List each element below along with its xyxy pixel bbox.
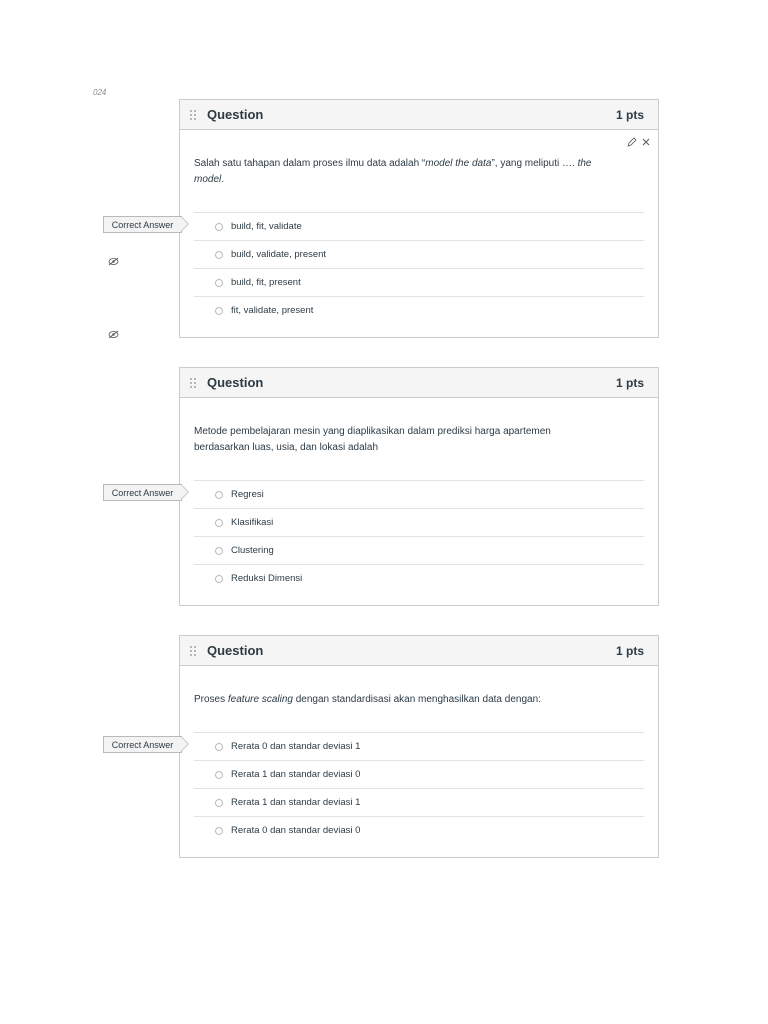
- question-title: Question: [207, 375, 264, 390]
- question-header: [180, 100, 658, 130]
- correct-answer-tag: Correct Answer: [103, 484, 182, 501]
- question-title: Question: [207, 107, 264, 122]
- question-card-3: [179, 635, 659, 858]
- answer-label: build, validate, present: [231, 249, 327, 260]
- radio-button[interactable]: [215, 547, 223, 555]
- answer-option[interactable]: [194, 508, 644, 536]
- question-card-2: [179, 367, 659, 606]
- answer-list: [194, 732, 644, 844]
- radio-button[interactable]: [215, 771, 223, 779]
- radio-button[interactable]: [215, 251, 223, 259]
- answer-option[interactable]: [194, 788, 644, 816]
- answer-label: Klasifikasi: [231, 517, 274, 528]
- radio-button[interactable]: [215, 307, 223, 315]
- radio-button[interactable]: [215, 519, 223, 527]
- radio-button[interactable]: [215, 743, 223, 751]
- question-body: [180, 666, 658, 844]
- answer-label: Rerata 1 dan standar deviasi 0: [231, 769, 361, 780]
- question-body: [180, 398, 658, 592]
- answer-label: Rerata 0 dan standar deviasi 0: [231, 825, 361, 836]
- answer-option[interactable]: [194, 268, 644, 296]
- radio-button[interactable]: [215, 223, 223, 231]
- question-header: [180, 636, 658, 666]
- answer-option[interactable]: [194, 536, 644, 564]
- answer-label: Regresi: [231, 489, 264, 500]
- answer-label: Reduksi Dimensi: [231, 573, 303, 584]
- answer-option[interactable]: [194, 732, 644, 760]
- answer-label: build, fit, validate: [231, 221, 302, 232]
- page-number: 024: [93, 88, 107, 97]
- question-title: Question: [207, 643, 264, 658]
- radio-button[interactable]: [215, 799, 223, 807]
- answer-option[interactable]: [194, 212, 644, 240]
- radio-button[interactable]: [215, 491, 223, 499]
- eye-off-icon[interactable]: [108, 330, 119, 339]
- question-card-1: [179, 99, 659, 338]
- answer-option[interactable]: [194, 816, 644, 844]
- radio-button[interactable]: [215, 575, 223, 583]
- question-text: Salah satu tahapan dalam proses ilmu data adalah “model the data”, yang meliputi …. the model.: [194, 158, 592, 185]
- drag-handle-icon[interactable]: [189, 645, 197, 657]
- question-text: Proses feature scaling dengan standardisasi akan menghasilkan data dengan:: [194, 694, 541, 705]
- answer-list: [194, 480, 644, 592]
- answer-label: build, fit, present: [231, 277, 301, 288]
- radio-button[interactable]: [215, 827, 223, 835]
- answer-option[interactable]: [194, 240, 644, 268]
- drag-handle-icon[interactable]: [189, 109, 197, 121]
- answer-label: Rerata 0 dan standar deviasi 1: [231, 741, 361, 752]
- answer-list: [194, 212, 644, 324]
- question-header: [180, 368, 658, 398]
- eye-off-icon[interactable]: [108, 257, 119, 266]
- answer-option[interactable]: [194, 564, 644, 592]
- answer-option[interactable]: [194, 760, 644, 788]
- correct-answer-tag: Correct Answer: [103, 736, 182, 753]
- correct-answer-tag: Correct Answer: [103, 216, 182, 233]
- question-points: 1 pts: [615, 375, 644, 390]
- answer-option[interactable]: [194, 296, 644, 324]
- question-points: 1 pts: [615, 643, 644, 658]
- answer-label: Rerata 1 dan standar deviasi 1: [231, 797, 361, 808]
- question-body: [180, 130, 658, 324]
- radio-button[interactable]: [215, 279, 223, 287]
- pencil-icon[interactable]: [627, 137, 637, 147]
- question-text: Metode pembelajaran mesin yang diaplikasikan dalam prediksi harga apartemen berdasarkan luas, usia, dan lokasi adalah: [194, 426, 551, 453]
- drag-handle-icon[interactable]: [189, 377, 197, 389]
- close-icon[interactable]: [641, 137, 651, 147]
- answer-option[interactable]: [194, 480, 644, 508]
- answer-label: fit, validate, present: [231, 305, 314, 316]
- question-points: 1 pts: [615, 107, 644, 122]
- answer-label: Clustering: [231, 545, 274, 556]
- question-tools: [627, 137, 651, 147]
